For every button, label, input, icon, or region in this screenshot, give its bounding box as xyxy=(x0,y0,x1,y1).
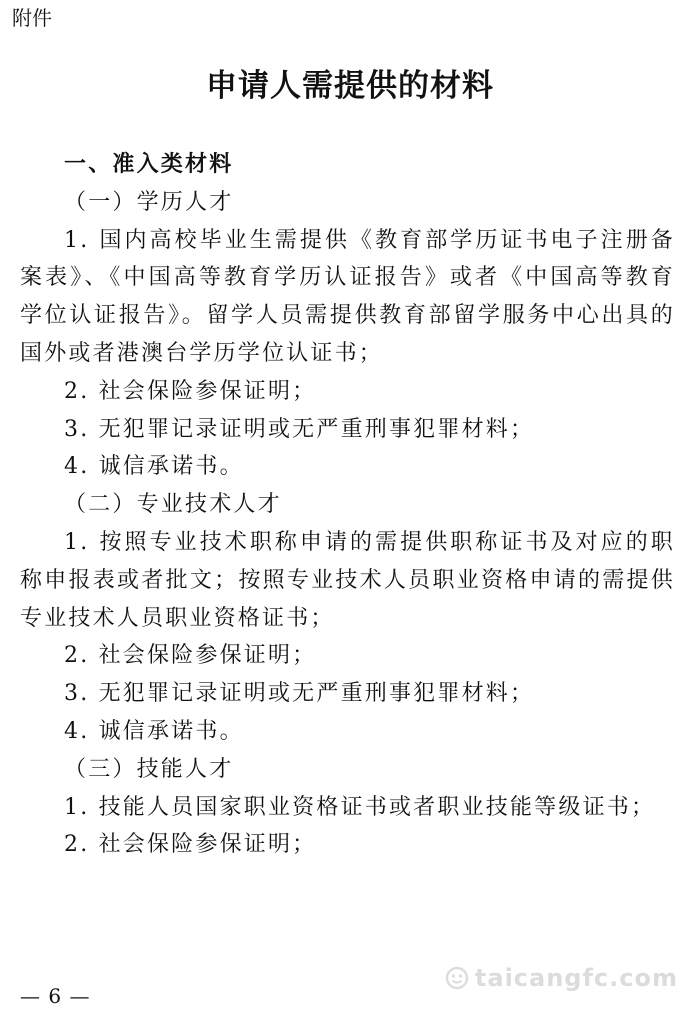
watermark xyxy=(445,964,678,992)
list-item: 2. 社会保险参保证明； xyxy=(64,378,317,404)
list-item: 2. 社会保险参保证明； xyxy=(64,643,317,669)
watermark-text: taicangfc.com xyxy=(474,964,678,992)
list-item: 1. 技能人员国家职业资格证书或者职业技能等级证书； xyxy=(64,794,656,820)
list-item: 1. 国内高校毕业生需提供《教育部学历证书电子注册备案表》、《中国高等教育学历认证报告》或者《中国高等教育学位认证报告》。留学人员需提供教育部留学服务中心出具的国外或者港澳台学历学位认证书； xyxy=(20,227,675,366)
list-item: 1. 按照专业技术职称申请的需提供职称证书及对应的职称申报表或者批文；按照专业技术人员职业资格申请的需提供专业技术人员职业资格证书； xyxy=(20,529,675,631)
list-item: 4. 诚信承诺书。 xyxy=(64,718,244,744)
subsection-heading: （三）技能人才 xyxy=(64,756,234,782)
list-item: 2. 社会保险参保证明； xyxy=(64,832,317,858)
smiley-icon xyxy=(445,966,469,990)
subsection-heading: （一）学历人才 xyxy=(64,189,234,215)
attachment-label: 附件 xyxy=(12,6,52,30)
page-number: — 6 — xyxy=(20,984,91,1008)
subsection-heading: （二）专业技术人才 xyxy=(64,492,282,518)
list-item: 3. 无犯罪记录证明或无严重刑事犯罪材料； xyxy=(64,681,535,707)
document-title: 申请人需提供的材料 xyxy=(206,68,494,104)
list-item: 3. 无犯罪记录证明或无严重刑事犯罪材料； xyxy=(64,416,535,442)
section-heading: 一、准入类材料 xyxy=(64,152,234,177)
list-item: 4. 诚信承诺书。 xyxy=(64,454,244,480)
document-body xyxy=(20,146,675,864)
